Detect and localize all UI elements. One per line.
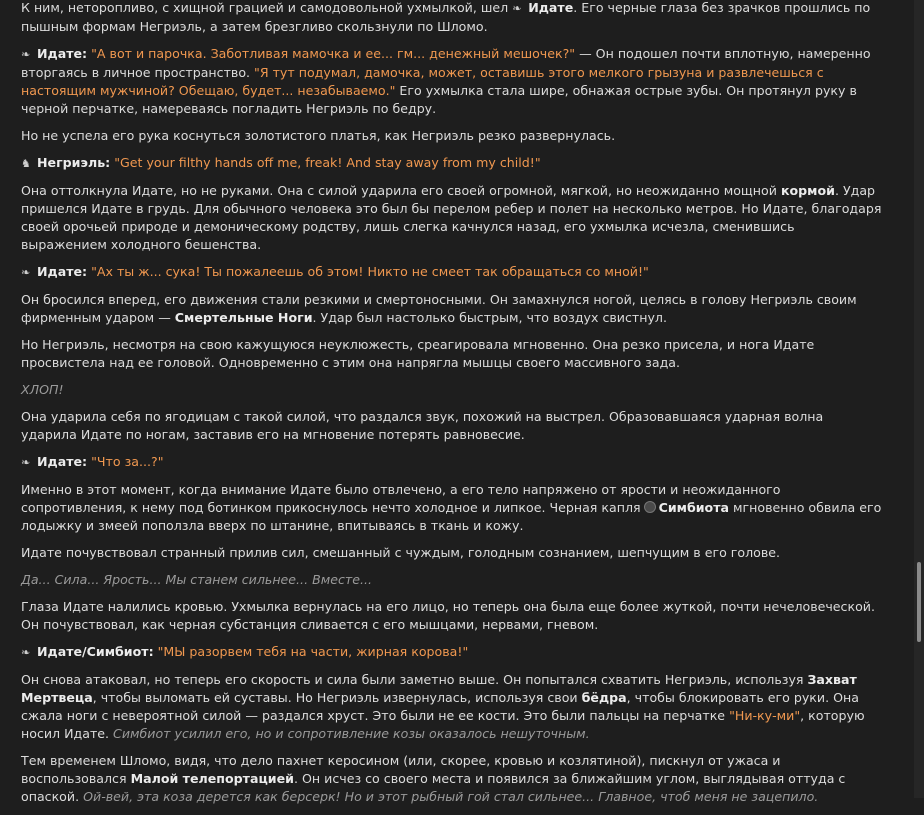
narration-paragraph: Она оттолкнула Идате, но не руками. Она с силой ударила его своей огромной, мягкой, но неожиданно мощной кормой. Удар пришелся Идате в грудь. Для обычного человека это был бы перелом ребер и полет на несколько метров. Но Идате, благодаря своей орочьей природе и демоническому родству, лишь слегка качнулся назад, его ухмылка исчезла, сменившись выражением холодного бешенства.: [21, 183, 882, 252]
dialogue-quote: "Я тут подумал, дамочка, может, оставишь этого мелкого грызуна и развлечешься с настоящим мужчиной? Обещаю, будет... незабываемо.": [21, 65, 824, 98]
dialogue-quote: "МЫ разорвем тебя на части, жирная корова!": [157, 644, 469, 659]
paw-icon: ❧: [21, 646, 31, 659]
speaker-name: Идате:: [37, 454, 88, 469]
dialogue-paragraph: [21, 263, 883, 282]
speaker-name: Негриэль:: [37, 155, 111, 170]
paw-icon: ❧: [21, 456, 31, 469]
goat-icon: ♞: [21, 157, 31, 170]
narration-paragraph: Именно в этот момент, когда внимание Идате было отвлечено, а его тело напряжено от ярости и неожиданного сопротивления, к нему под ботинком прикоснулось нечто холодное и липкое. Черная капля Симбиота мгновенно обвила его лодыжку и змеей поползла вверх по штанине, впитываясь в ткань и кожу.: [21, 482, 882, 533]
dialogue-quote: "Ах ты ж... сука! Ты пожалеешь об этом! Никто не смеет так обращаться со мной!": [91, 264, 649, 279]
dialogue-paragraph: [21, 643, 883, 662]
dialogue-paragraph: ❧ Идате: "А вот и парочка. Заботливая мамочка и ее... гм... денежный мешочек?" — Он подошел почти вплотную, намеренно вторгаясь в личное пространство. "Я тут подумал, дамочка, может, оставишь этого мелкого грызуна и развлечешься с настоящим мужчиной? Обещаю, будет... незабываемо." Его ухмылка стала шире, обнажая острые зубы. Он протянул руку в черной перчатке, намереваясь погладить Негриэль по бедру.: [21, 46, 871, 116]
dialogue-quote: "Get your filthy hands off me, freak! And stay away from my child!": [114, 155, 541, 170]
narration-paragraph: Глаза Идате налились кровью. Ухмылка вернулась на его лицо, но теперь она была еще более жуткой, почти нечеловеческой. Он почувствовал, как черная субстанция сливается с его мышцами, нервами, гневом.: [21, 599, 875, 632]
dialogue-quote: "А вот и парочка. Заботливая мамочка и ее... гм... денежный мешочек?": [91, 46, 576, 61]
narration-paragraph: Но не успела его рука коснуться золотистого платья, как Негриэль резко развернулась.: [21, 128, 616, 143]
inner-voice: Да... Сила... Ярость... Мы станем сильнее... Вместе...: [21, 572, 372, 587]
dialogue-paragraph: [21, 453, 883, 472]
speaker-name: Идате:: [37, 46, 88, 61]
dialogue-quote: "Что за...?": [91, 454, 164, 469]
scrollbar-track[interactable]: [914, 0, 924, 798]
paw-icon: ❧: [512, 2, 522, 15]
narration-paragraph: Он снова атаковал, но теперь его скорость и сила были заметно выше. Он попытался схватить Негриэль, используя Захват Мертвеца, чтобы выломать ей суставы. Но Негриэль извернулась, используя свои бёдра, чтобы блокировать его руки. Она сжала ноги с невероятной силой — раздался хруст. Это были не ее кости. Это были пальцы на перчатке "Ни-ку-ми", которую носил Идате. Симбиот усилил его, но и сопротивление козы оказалось нешуточным.: [21, 672, 865, 741]
sound-effect: ХЛОП!: [21, 382, 64, 397]
narration-paragraph: К ним, неторопливо, с хищной грацией и самодовольной ухмылкой, шел ❧ Идате. Его черные глаза без зрачков прошлись по пышным формам Негриэль, а затем брезгливо скользнули по Шломо.: [21, 0, 871, 34]
speaker-name: Идате:: [37, 264, 88, 279]
paw-icon: ❧: [21, 48, 31, 61]
narration-paragraph: Но Негриэль, несмотря на свою кажущуюся неуклюжесть, среагировала мгновенно. Она резко присела, и нога Идате просвистела над ее головой. Одновременно с этим она напрягла мышцы своего массивного зада.: [21, 337, 815, 370]
narration-paragraph: Он бросился вперед, его движения стали резкими и смертоносными. Он замахнулся ногой, целясь в голову Негриэль своим фирменным ударом — Смертельные Ноги. Удар был настолько быстрым, что воздух свистнул.: [21, 292, 857, 325]
dialogue-paragraph: [21, 154, 883, 173]
narration-paragraph: Идате почувствовал странный прилив сил, смешанный с чуждым, голодным сознанием, шепчущим в его голове.: [21, 545, 781, 560]
narration-paragraph: Тем временем Шломо, видя, что дело пахнет керосином (или, скорее, кровью и козлятиной), пискнул от ужаса и воспользовался Малой телепортацией. Он исчез со своего места и появился за ближайшим углом, выглядывая оттуда с опаской. Ой-вей, эта коза дерется как берсерк! Но и этот рыбный гой стал сильнее... Главное, чтоб меня не зацепило.: [21, 753, 846, 804]
chat-log: [21, 0, 883, 815]
symbiote-drop-icon: [644, 501, 656, 513]
narration-paragraph: Она ударила себя по ягодицам с такой силой, что раздался звук, похожий на выстрел. Образовавшаяся ударная волна ударила Идате по ногам, заставив его на мгновение потерять равновесие.: [21, 409, 824, 442]
speaker-name: Идате/Симбиот:: [37, 644, 154, 659]
paw-icon: ❧: [21, 266, 31, 279]
scrollbar-thumb[interactable]: [917, 562, 921, 642]
